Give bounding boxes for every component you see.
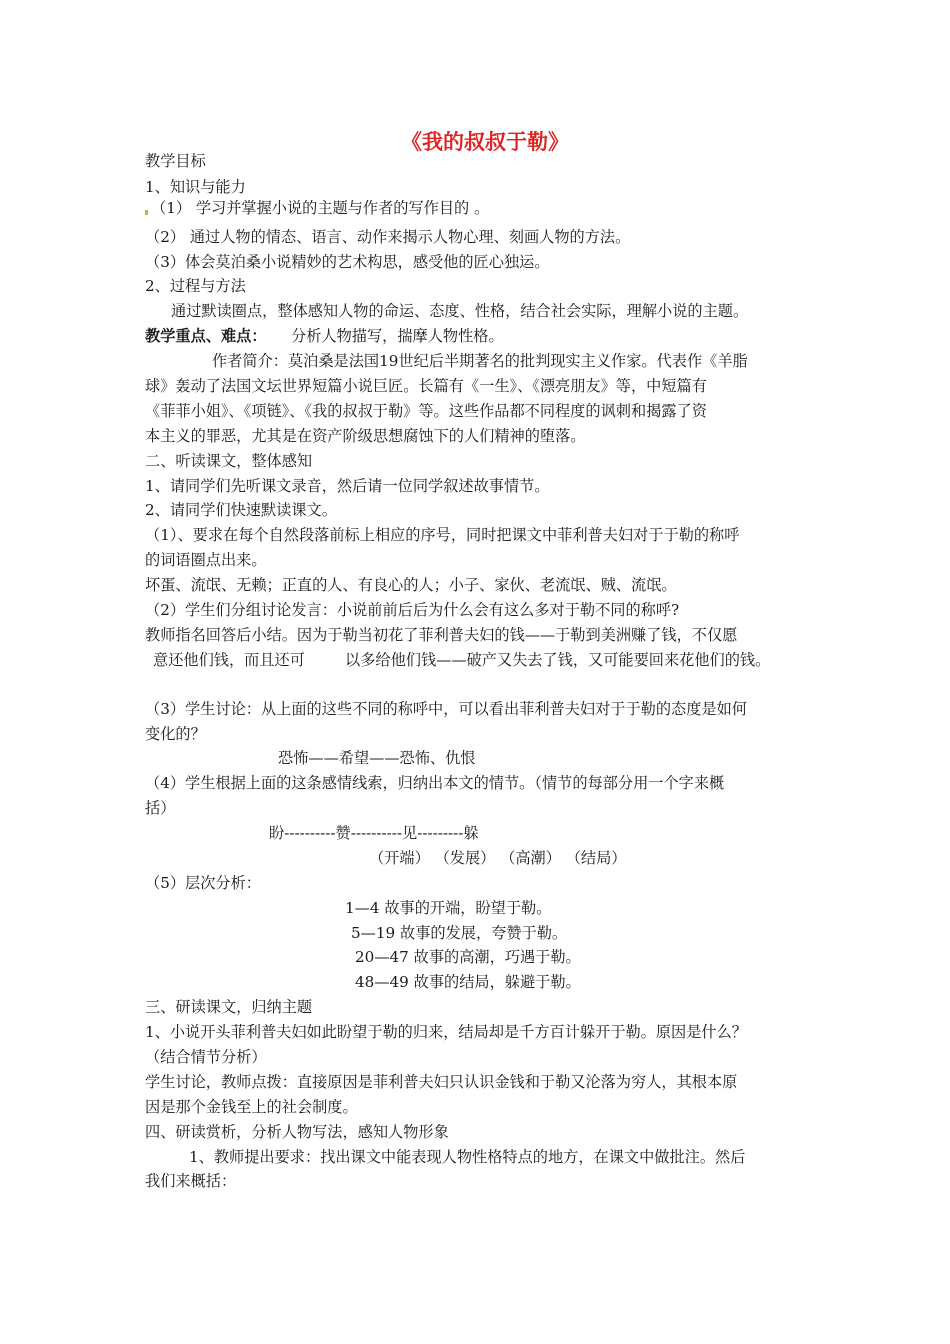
text-line: 以多给他们钱——破产又失去了钱，又可能要回来花他们的钱。 [345, 651, 771, 669]
structure-row: 5—19 故事的发展，夸赞于勒。 [351, 924, 568, 942]
text-line: 我们来概括： [145, 1172, 237, 1190]
section-heading: 三、研读课文，归纳主题 [145, 998, 313, 1016]
text-line: 的词语圈点出来。 [145, 551, 267, 569]
text-line: （3）体会莫泊桑小说精妙的艺术构思，感受他的匠心独运。 [145, 253, 550, 271]
text-line: 1、小说开头菲利普夫妇如此盼望于勒的归来，结局却是千方百计躲开于勒。原因是什么？ [145, 1023, 747, 1041]
text-line: （5）层次分析： [145, 874, 261, 892]
text-line: 因是那个金钱至上的社会制度。 [145, 1098, 358, 1116]
text-line: （4）学生根据上面的这条感情线索，归纳出本文的情节。（情节的每部分用一个字来概 [145, 774, 725, 792]
plot-line: 盼----------赞----------见---------躲 [269, 824, 479, 842]
structure-row: 48—49 故事的结局，躲避于勒。 [355, 973, 581, 991]
text-line: 2、请同学们快速默读课文。 [145, 501, 337, 519]
text-line: 本主义的罪恶，尤其是在资产阶级思想腐蚀下的人们精神的堕落。 [145, 427, 586, 445]
text-line: 括） [145, 799, 176, 817]
text-line: （1）、要求在每个自然段落前标上相应的序号，同时把课文中菲利普夫妇对于于勒的称呼 [145, 526, 740, 544]
text-line: （2） 通过人物的情态、语言、动作来揭示人物心理、刻画人物的方法。 [145, 228, 631, 246]
text-line: 《菲菲小姐》、《项链》、《我的叔叔于勒》等。这些作品都不同程度的讽刺和揭露了资 [145, 402, 707, 420]
text-line: 分析人物描写，揣摩人物性格。 [291, 327, 504, 345]
text-line: 教师指名回答后小结。因为于勒当初花了菲利普夫妇的钱——于勒到美洲赚了钱，不仅愿 [145, 626, 738, 644]
text-line: （1） 学习并掌握小说的主题与作者的写作目的 。 [151, 199, 490, 217]
scan-mark [145, 210, 148, 215]
plot-stages: （开端） （发展） （高潮） （结局） [369, 849, 627, 867]
text-line: 1、知识与能力 [145, 178, 246, 196]
structure-row: 1—4 故事的开端，盼望于勒。 [345, 899, 552, 917]
section-heading: 二、听读课文，整体感知 [145, 452, 313, 470]
text-line: 作者简介：莫泊桑是法国19世纪后半期著名的批判现实主义作家。代表作《羊脂 [212, 352, 748, 370]
text-line: 球》轰动了法国文坛世界短篇小说巨匠。长篇有《一生》、《漂亮朋友》等，中短篇有 [145, 377, 707, 395]
section-heading: 四、研读赏析，分析人物写法，感知人物形象 [145, 1123, 449, 1141]
text-line: 通过默读圈点，整体感知人物的命运、态度、性格，结合社会实际，理解小说的主题。 [171, 302, 749, 320]
key-points-label: 教学重点、难点： [145, 327, 267, 345]
text-line: （结合情节分析） [145, 1048, 267, 1066]
text-line: （3）学生讨论：从上面的这些不同的称呼中，可以看出菲利普夫妇对于于勒的态度是如何 [145, 700, 747, 718]
text-line: 坏蛋、流氓、无赖；正直的人、有良心的人；小子、家伙、老流氓、贼、流氓。 [145, 576, 677, 594]
text-line: 恐怖——希望——恐怖、仇恨 [278, 749, 476, 767]
structure-row: 20—47 故事的高潮，巧遇于勒。 [355, 948, 581, 966]
text-line: 1、请同学们先听课文录音，然后请一位同学叙述故事情节。 [145, 477, 550, 495]
document-title: 《我的叔叔于勒》 [401, 130, 569, 154]
text-line: 学生讨论，教师点拨：直接原因是菲利普夫妇只认识金钱和于勒又沦落为穷人，其根本原 [145, 1073, 738, 1091]
text-line: 1、教师提出要求：找出课文中能表现人物性格特点的地方，在课文中做批注。然后 [189, 1148, 746, 1166]
text-line: 教学目标 [145, 152, 206, 170]
text-line: 意还他们钱，而且还可 [153, 651, 305, 669]
text-line: 2、过程与方法 [145, 277, 246, 295]
text-line: （2）学生们分组讨论发言：小说前前后后为什么会有这么多对于勒不同的称呼? [145, 601, 680, 619]
text-line: 变化的？ [145, 725, 206, 743]
